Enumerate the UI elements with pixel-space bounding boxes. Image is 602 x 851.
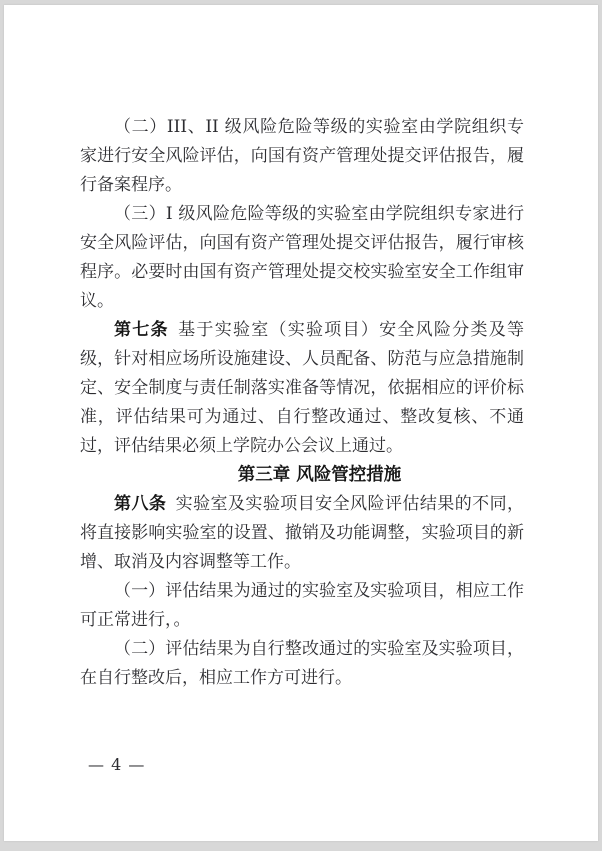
paragraph-text: 基于实验室（实验项目）安全风险分类及等级，针对相应场所设施建设、人员配备、防范与应急措施制定、安全制度与责任制落实准备等情况，依据相应的评价标准，评估结果可为通过、自行整改通过、整改复核、不通过，评估结果必须上学院办公会议上通过。 — [80, 320, 525, 456]
paragraph-clause-8 — [80, 490, 524, 577]
paragraph-clause-7 — [80, 316, 524, 461]
document-body — [80, 113, 524, 693]
clause-number: 第七条 — [114, 320, 169, 340]
chapter-heading: 第三章 风险管控措施 — [237, 465, 402, 485]
page-number: — 4 — — [88, 755, 146, 774]
clause-number: 第八条 — [114, 494, 167, 514]
paragraph-text: （二）III、II 级风险危险等级的实验室由学院组织专家进行安全风险评估，向国有资产管理处提交评估报告，履行备案程序。 — [80, 117, 524, 195]
paragraph-text: 实验室及实验项目安全风险评估结果的不同，将直接影响实验室的设置、撤销及功能调整，实验项目的新增、取消及内容调整等工作。 — [80, 494, 525, 572]
paragraph-text: （三）I 级风险危险等级的实验室由学院组织专家进行安全风险评估，向国有资产管理处提交评估报告，履行审核程序。必要时由国有资产管理处提交校实验室安全工作组审议。 — [80, 204, 524, 311]
paragraph-item-1b — [80, 577, 524, 635]
document-page — [4, 5, 598, 841]
paragraph-item-3 — [80, 200, 524, 316]
paragraph-text: （二）评估结果为自行整改通过的实验室及实验项目，在自行整改后，相应工作方可进行。 — [80, 639, 524, 688]
paragraph-item-2 — [80, 113, 524, 200]
paragraph-text: （一）评估结果为通过的实验室及实验项目，相应工作可正常进行，。 — [80, 581, 524, 630]
paragraph-item-2b — [80, 635, 524, 693]
